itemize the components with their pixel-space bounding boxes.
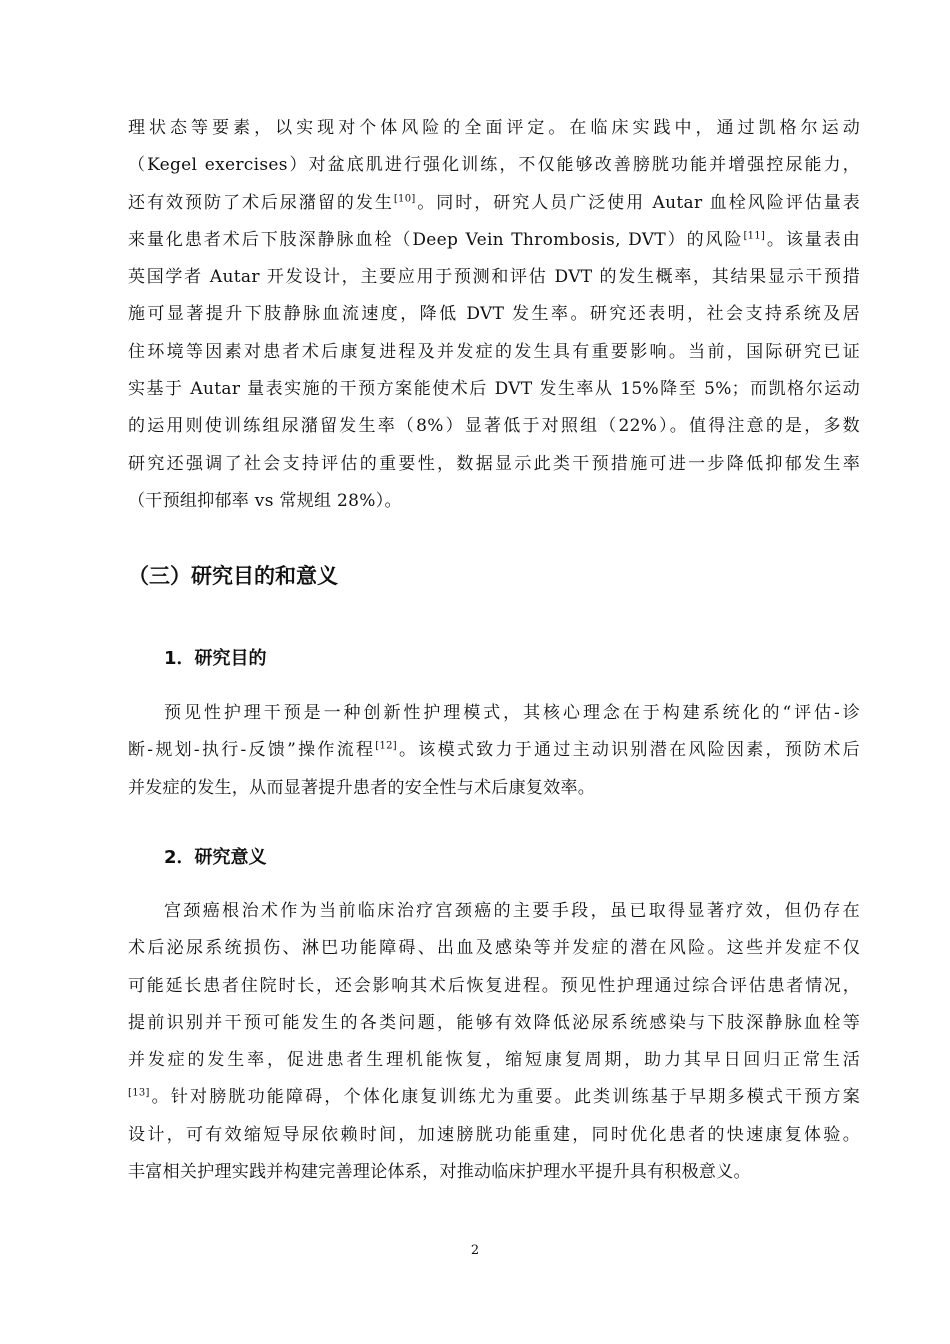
text-line: 的运用则使训练组尿潴留发生率（8%）显著低于对照组（22%）。值得注意的是，多数 xyxy=(128,416,860,437)
section-heading: （三）研究目的和意义 xyxy=(128,564,338,588)
text-line: 研究还强调了社会支持评估的重要性，数据显示此类干预措施可进一步降低抑郁发生率 xyxy=(128,453,860,474)
text-segment: 断-规划-执行-反馈”操作流程 xyxy=(128,740,376,761)
text-segment: 。该模式致力于通过主动识别潜在风险因素，预防术后 xyxy=(397,740,860,761)
text-line: 预见性护理干预是一种创新性护理模式，其核心理念在于构建系统化的“评估-诊 xyxy=(164,703,860,723)
subsection-heading-significance: 2．研究意义 xyxy=(164,847,267,868)
text-line xyxy=(128,185,860,222)
text-line: 丰富相关护理实践并构建完善理论体系，对推动临床护理水平提升具有积极意义。 xyxy=(128,1162,751,1183)
text-segment: 来量化患者术后下肢深静脉血栓（Deep Vein Thrombosis, DVT）的风险 xyxy=(128,229,744,250)
text-line xyxy=(128,222,860,259)
citation-ref-10: [10] xyxy=(393,192,416,204)
text-line: 可能延长患者住院时长，还会影响其术后恢复进程。预见性护理通过综合评估患者情况， xyxy=(128,975,860,996)
text-line: （Kegel exercises）对盆底肌进行强化训练，不仅能够改善膀胱功能并增强控尿能力， xyxy=(128,155,860,176)
text-line: 并发症的发生，从而显著提升患者的安全性与术后康复效率。 xyxy=(128,777,596,798)
subsection-heading-purpose: 1．研究目的 xyxy=(164,648,267,669)
text-line: 住环境等因素对患者术后康复进程及并发症的发生具有重要影响。当前，国际研究已证 xyxy=(128,341,860,362)
text-segment: 。针对膀胱功能障碍，个体化康复训练尤为重要。此类训练基于早期多模式干预方案 xyxy=(149,1087,860,1108)
paragraph-significance xyxy=(128,893,860,1191)
citation-ref-11: [11] xyxy=(743,230,766,242)
text-line xyxy=(128,732,860,769)
paragraph-background-continued xyxy=(128,110,860,520)
text-line: 理状态等要素，以实现对个体风险的全面评定。在临床实践中，通过凯格尔运动 xyxy=(128,118,860,138)
page-number: 2 xyxy=(470,1243,480,1258)
citation-ref-12: [12] xyxy=(375,740,398,752)
text-line: 实基于 Autar 量表实施的干预方案能使术后 DVT 发生率从 15%降至 5%；而凯格尔运动 xyxy=(128,379,860,400)
paragraph-purpose xyxy=(128,695,860,807)
text-segment: 还有效预防了术后尿潴留的发生 xyxy=(128,192,394,213)
text-line: 英国学者 Autar 开发设计，主要应用于预测和评估 DVT 的发生概率，其结果显示干预措 xyxy=(128,267,860,288)
text-segment: 。该量表由 xyxy=(765,229,861,250)
citation-ref-13: [13] xyxy=(128,1087,150,1099)
text-line xyxy=(128,1079,860,1116)
text-segment: 。同时，研究人员广泛使用 Autar 血栓风险评估量表 xyxy=(415,192,860,213)
text-line: 宫颈癌根治术作为当前临床治疗宫颈癌的主要手段，虽已取得显著疗效，但仍存在 xyxy=(164,901,860,921)
text-line: 并发症的发生率，促进患者生理机能恢复，缩短康复周期，助力其早日回归正常生活 xyxy=(128,1050,860,1071)
text-line: 设计，可有效缩短导尿依赖时间，加速膀胱功能重建，同时优化患者的快速康复体验。 xyxy=(128,1124,860,1145)
text-line: 施可显著提升下肢静脉血流速度，降低 DVT 发生率。研究还表明，社会支持系统及居 xyxy=(128,304,860,325)
text-line: （干预组抑郁率 vs 常规组 28%）。 xyxy=(128,490,402,511)
text-line: 提前识别并干预可能发生的各类问题，能够有效降低泌尿系统感染与下肢深静脉血栓等 xyxy=(128,1012,860,1033)
text-line: 术后泌尿系统损伤、淋巴功能障碍、出血及感染等并发症的潜在风险。这些并发症不仅 xyxy=(128,938,860,959)
